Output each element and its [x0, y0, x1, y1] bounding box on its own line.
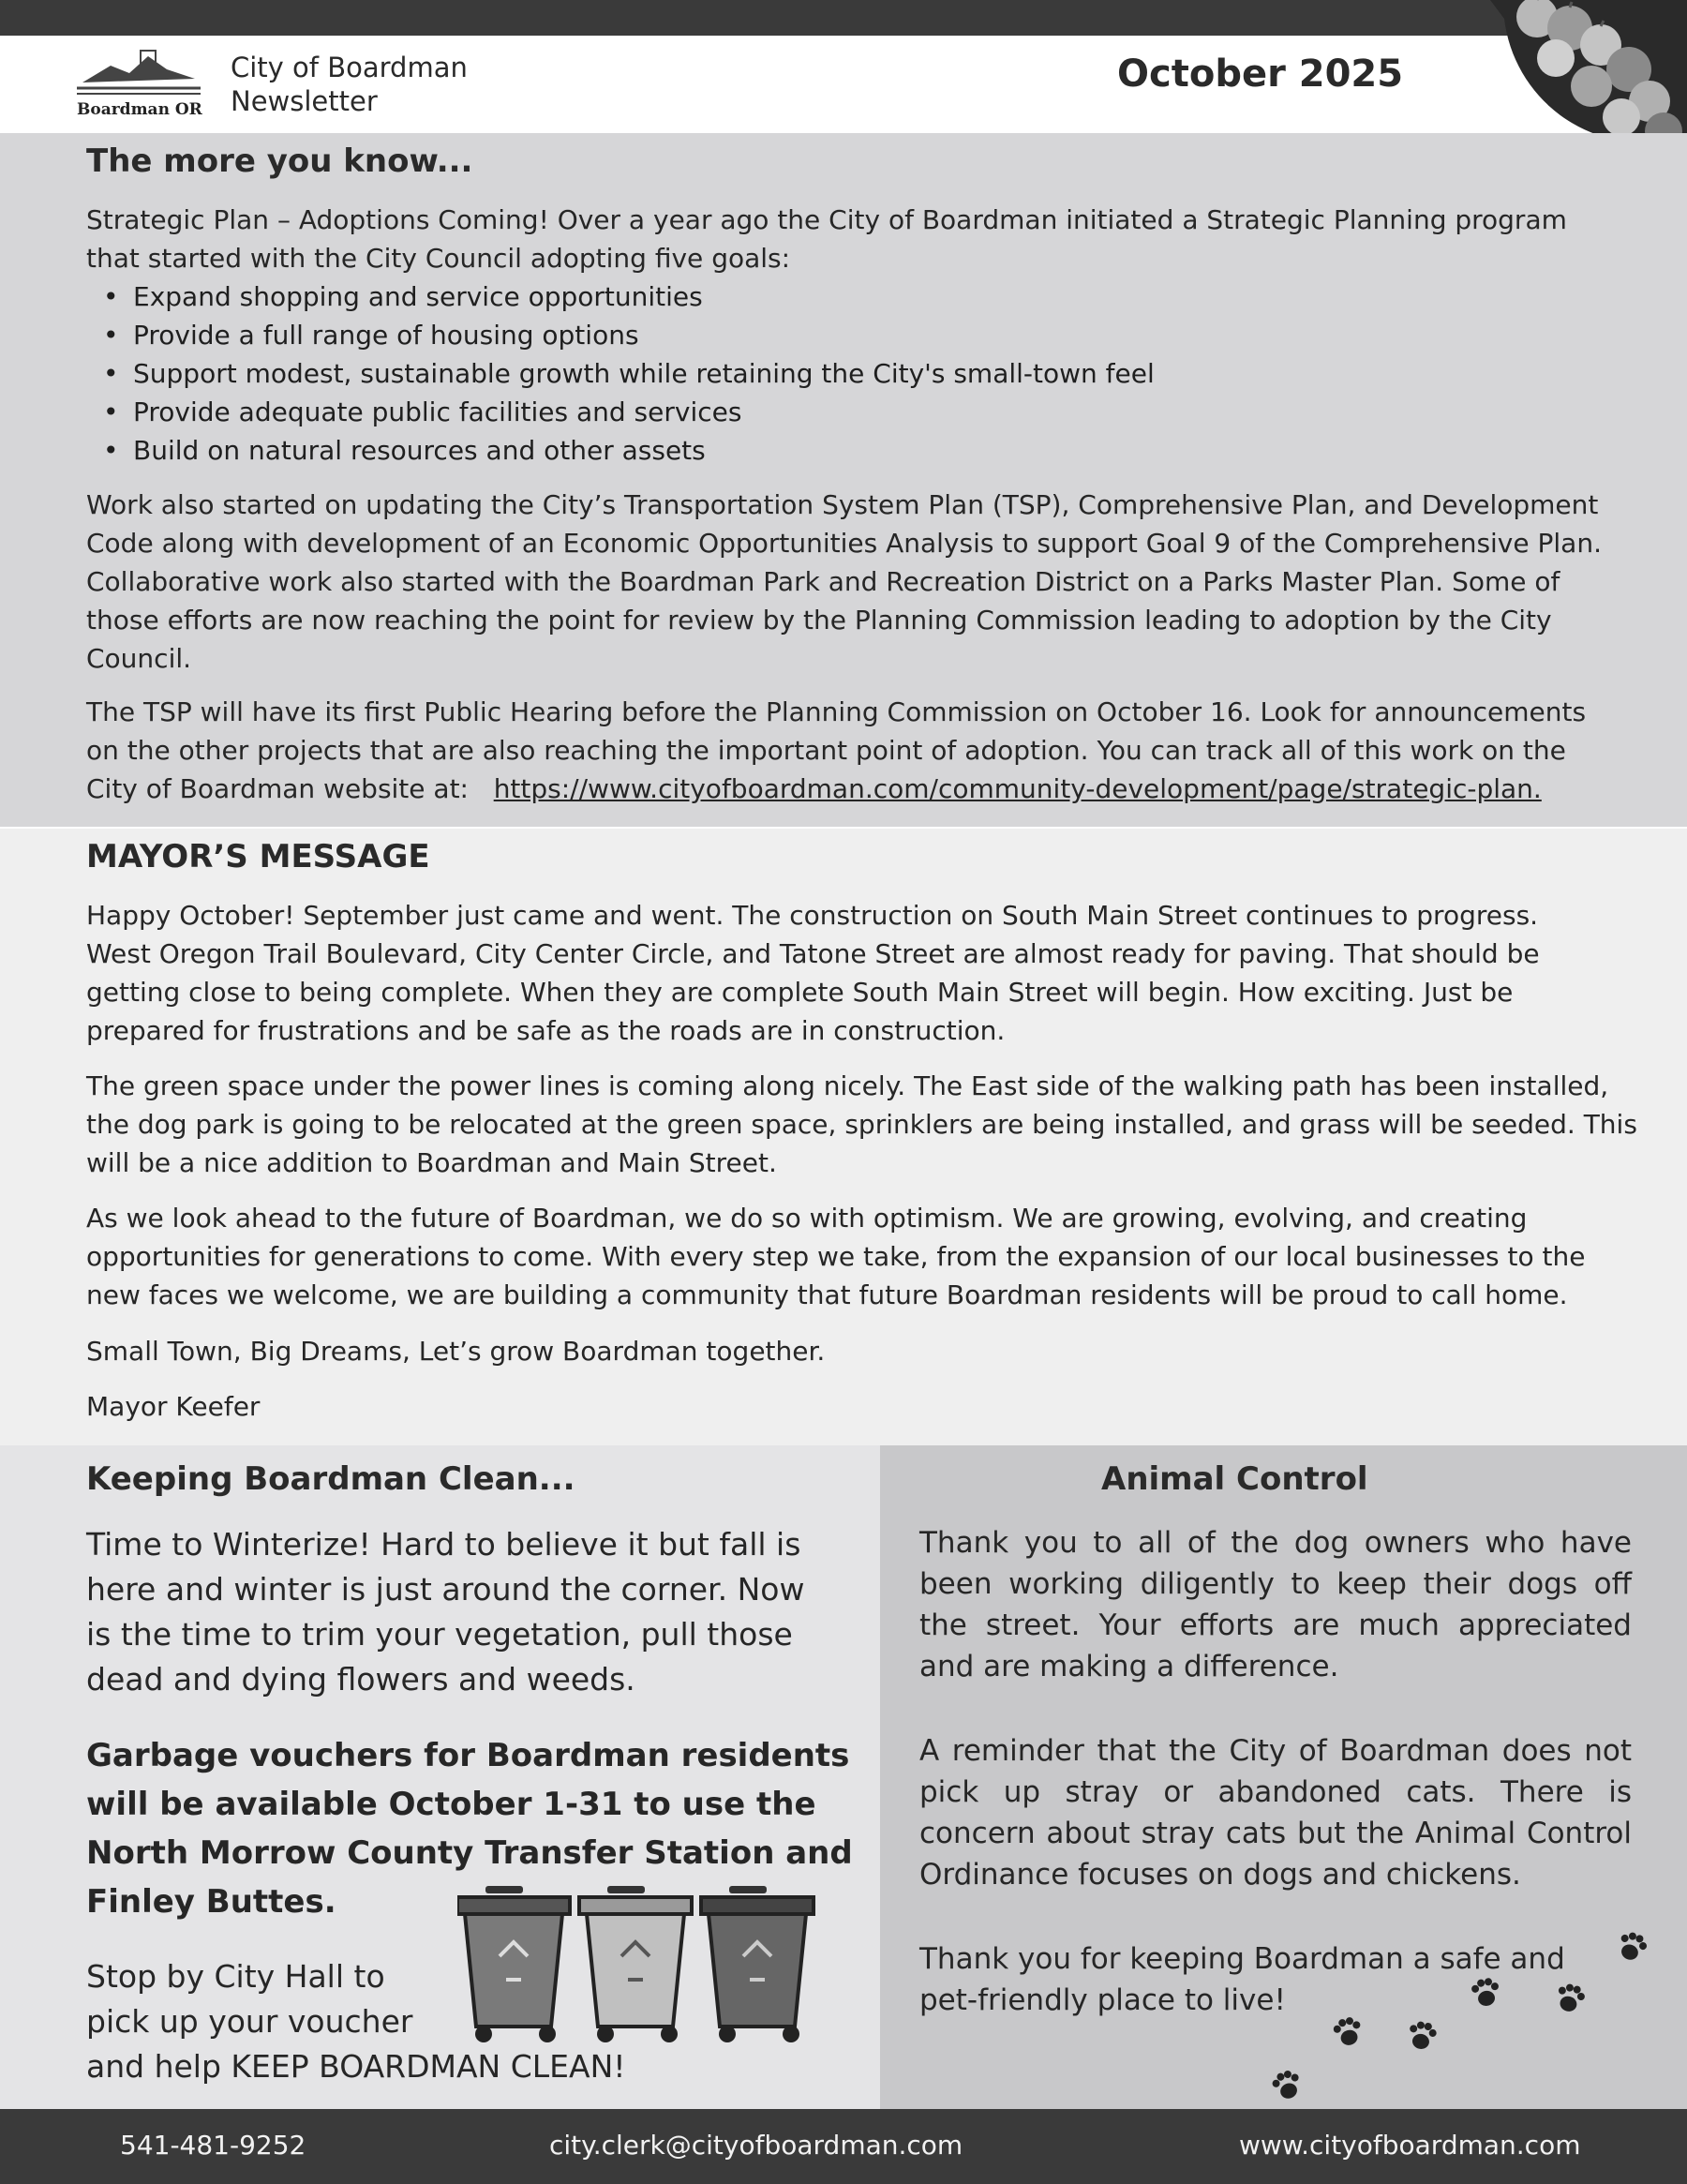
animal-control-heading: Animal Control: [1101, 1460, 1368, 1498]
paragraph-line: pet-friendly place to live!: [919, 1983, 1286, 2017]
keeping-clean-heading: Keeping Boardman Clean...: [86, 1460, 575, 1498]
keeping-clean-section: [0, 1445, 880, 2109]
phone-number[interactable]: 541-481-9252: [120, 2130, 306, 2161]
paragraph-line: new faces we welcome, we are building a community that future Boardman residents will be proud to call home.: [86, 1279, 1568, 1310]
mayor-paragraph: [86, 1067, 1637, 1182]
paragraph-line: here and winter is just around the corner. Now: [86, 1571, 805, 1608]
paragraph-line: North Morrow County Transfer Station and: [86, 1834, 853, 1872]
animal-control-section: [880, 1445, 1687, 2109]
mayors-message-section: [0, 827, 1687, 1445]
paragraph-line: Stop by City Hall to: [86, 1958, 385, 1995]
paragraph-line: Finley Buttes.: [86, 1883, 336, 1921]
winterize-text: [86, 1522, 864, 1702]
goals-list: [86, 277, 1155, 470]
paragraph-line: will be available October 1-31 to use the: [86, 1786, 816, 1823]
paragraph-line: Happy October! September just came and went. The construction on South Main Street continues to progress.: [86, 900, 1539, 931]
goal-item: • Expand shopping and service opportunities: [86, 277, 1155, 316]
paragraph-line: West Oregon Trail Boulevard, City Center Circle, and Tatone Street are almost ready for paving. That should be: [86, 938, 1540, 969]
goal-item: • Provide a full range of housing options: [86, 316, 1155, 354]
paragraph-line: Council.: [86, 643, 192, 674]
goal-item: • Support modest, sustainable growth while retaining the City's small-town feel: [86, 354, 1155, 393]
paragraph-line: and help KEEP BOARDMAN CLEAN!: [86, 2048, 626, 2085]
paw-print: [1407, 2020, 1439, 2052]
paragraph-line: will be a nice addition to Boardman and Main Street.: [86, 1147, 777, 1178]
paragraph-line: the dog park is going to be relocated at the green space, sprinklers are being installed, and grass will be seeded. This: [86, 1109, 1637, 1140]
masthead: [0, 36, 1687, 133]
mayor-paragraph: [86, 896, 1540, 1050]
paragraph-line: dead and dying flowers and weeds.: [86, 1661, 635, 1698]
website-prefix: City of Boardman website at:: [86, 773, 469, 804]
paragraph-line: Garbage vouchers for Boardman residents: [86, 1737, 850, 1774]
issue-date: October 2025: [1117, 52, 1404, 96]
website-link[interactable]: www.cityofboardman.com: [1239, 2130, 1581, 2161]
paragraph-line: opportunities for generations to come. With every step we take, from the expansion of our local businesses to the: [86, 1241, 1586, 1272]
dog-owners-paragraph: Thank you to all of the dog owners who have been working diligently to keep their dogs off the street. Your efforts are much appreciated and are making a difference.: [919, 1526, 1632, 1683]
work-paragraph: [86, 486, 1602, 678]
thank-you-paragraph: [919, 1938, 1632, 2021]
paw-print: [1270, 2068, 1305, 2102]
goal-item: • Build on natural resources and other assets: [86, 431, 1155, 470]
org-line-1: City of Boardman: [231, 52, 468, 83]
organization-name: [231, 51, 468, 118]
paragraph-line: prepared for frustrations and be safe as the roads are in construction.: [86, 1015, 1006, 1046]
paragraph-line: Collaborative work also started with the Boardman Park and Recreation District on a Parks Master Plan. Some of: [86, 566, 1560, 597]
tsp-paragraph: [86, 693, 1586, 808]
org-line-2: Newsletter: [231, 85, 378, 117]
mayors-message-heading: MAYOR’S MESSAGE: [86, 838, 430, 875]
more-you-know-section: [0, 133, 1687, 827]
intro-line: that started with the City Council adopting five goals:: [86, 243, 791, 274]
mayor-signature: Mayor Keefer: [86, 1391, 261, 1422]
intro-line: Strategic Plan – Adoptions Coming! Over a year ago the City of Boardman initiated a Strategic Planning program: [86, 204, 1567, 235]
city-logo: [73, 45, 204, 120]
strategic-plan-link[interactable]: https://www.cityofboardman.com/community-development/page/strategic-plan.: [493, 773, 1542, 804]
stray-cats-paragraph: A reminder that the City of Boardman does not pick up stray or abandoned cats. There is concern about stray cats but the Animal Control Ordinance focuses on dogs and chickens.: [919, 1734, 1632, 1892]
paragraph-line: As we look ahead to the future of Boardman, we do so with optimism. We are growing, evolving, and creating: [86, 1203, 1528, 1234]
paragraph-line: Time to Winterize! Hard to believe it but fall is: [86, 1526, 801, 1563]
top-bar: [0, 0, 1687, 36]
paragraph-line: The green space under the power lines is coming along nicely. The East side of the walking path has been installed,: [86, 1070, 1609, 1101]
voucher-pickup-text: [86, 1954, 626, 2089]
paragraph-line: The TSP will have its first Public Hearing before the Planning Commission on October 16. Look for announcements: [86, 696, 1587, 727]
paragraph-line: getting close to being complete. When they are complete South Main Street will begin. How exciting. Just be: [86, 977, 1514, 1008]
intro-text: [86, 201, 1567, 277]
paragraph-line: Work also started on updating the City’s Transportation System Plan (TSP), Comprehensive Plan, and Development: [86, 489, 1599, 520]
more-you-know-heading: The more you know...: [86, 142, 473, 180]
paragraph-line: Code along with development of an Economic Opportunities Analysis to support Goal 9 of the Comprehensive Plan.: [86, 528, 1602, 559]
mayor-paragraph: [86, 1199, 1585, 1314]
paragraph-line: on the other projects that are also reaching the important point of adoption. You can track all of this work on the: [86, 735, 1566, 766]
mayor-slogan: Small Town, Big Dreams, Let’s grow Boardman together.: [86, 1336, 826, 1367]
paragraph-line: pick up your voucher: [86, 2003, 413, 2040]
recycling-bins-icon: [457, 1886, 823, 2055]
goal-item: • Provide adequate public facilities and services: [86, 393, 1155, 431]
paragraph-line: is the time to trim your vegetation, pull those: [86, 1616, 793, 1653]
email-link[interactable]: city.clerk@cityofboardman.com: [549, 2130, 963, 2161]
paragraph-line: Thank you for keeping Boardman a safe and: [919, 1942, 1565, 1976]
contact-footer: [0, 2109, 1687, 2184]
paragraph-line: [86, 770, 1586, 808]
paragraph-line: those efforts are now reaching the point for review by the Planning Commission leading to adoption by the City: [86, 605, 1552, 636]
logo-text: Boardman OR: [77, 100, 202, 119]
